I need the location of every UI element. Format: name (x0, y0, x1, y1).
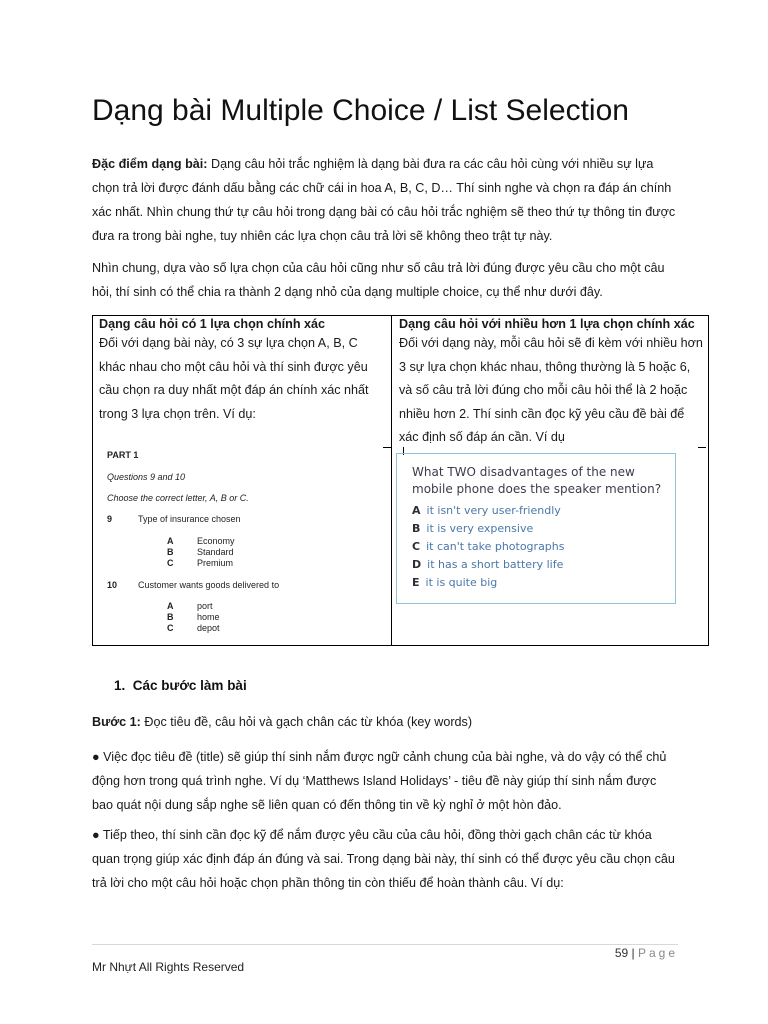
example-option-letter: C (167, 558, 174, 568)
example-option (412, 576, 497, 589)
example-option-letter: D (412, 558, 422, 571)
table-cell-heading: Dạng câu hỏi với nhiều hơn 1 lựa chọn chính xác (399, 317, 695, 331)
step-1-label: Bước 1: (92, 715, 141, 729)
section-title: Các bước làm bài (132, 678, 247, 693)
example-option-text: Economy (197, 536, 235, 546)
table-cell-multiple-answer (399, 316, 704, 450)
example-option (412, 522, 533, 535)
section-heading (114, 678, 247, 693)
example-question-number: 10 (107, 580, 118, 590)
example-option-text: Premium (197, 558, 234, 568)
example-option-text: it is very expensive (426, 522, 534, 535)
intro-text: Dạng câu hỏi trắc nghiệm là dạng bài đưa ra các câu hỏi cùng với nhiều sự lựa chọn trả lời được đánh dấu bằng các chữ cái in hoa A, B, C, D… Thí sinh nghe và chọn ra đáp án chính xác nhất. Nhìn chung thứ tự câu hỏi trong dạng bài có câu hỏi trắc nghiệm sẽ theo thứ tự thông tin được đưa ra trong bài nghe, tuy nhiên các lựa chọn câu trả lời sẽ không theo trật tự này. (92, 157, 676, 243)
example-option-letter: A (412, 504, 421, 517)
example-option-letter: E (412, 576, 420, 589)
example-question-image-left (101, 450, 381, 640)
section-number: 1. (114, 678, 126, 693)
bullet-keyword-tip: ● Tiếp theo, thí sinh cần đọc kỹ để nắm được yêu cầu của câu hỏi, đồng thời gạch chân các từ khóa quan trọng giúp xác định đáp án đúng và sai. Trong dạng bài này, thí sinh có thể được yêu cầu chọn câu trả lời cho một câu hỏi hoặc chọn phần thông tin còn thiếu để hoàn thành câu. Ví dụ: (92, 828, 675, 890)
intro-paragraph (92, 152, 678, 248)
step-1-text: Đọc tiêu đề, câu hỏi và gạch chân các từ khóa (key words) (140, 715, 473, 729)
table-crop-mark (383, 447, 391, 448)
example-option (412, 558, 563, 571)
example-questions-range: Questions 9 and 10 (107, 472, 186, 482)
example-instruction: Choose the correct letter, A, B or C. (107, 493, 249, 503)
example-option-text: it is quite big (425, 576, 498, 589)
example-question-image-right (396, 453, 676, 604)
footer-copyright: Mr Nhựt All Rights Reserved (92, 960, 245, 974)
table-cell-heading: Dạng câu hỏi có 1 lựa chọn chính xác (99, 317, 326, 331)
footer-divider (92, 944, 678, 945)
example-option-letter: B (412, 522, 421, 535)
example-question-text: Customer wants goods delivered to (138, 580, 280, 590)
example-option-letter: A (167, 536, 174, 546)
table-cell-text: Đối với dạng bài này, có 3 sự lựa chọn A, B, C khác nhau cho một câu hỏi và thí sinh được yêu cầu chọn ra duy nhất một đáp án chính xác nhất trong 3 lựa chọn trên. Ví dụ: (99, 336, 369, 421)
example-option (412, 504, 561, 517)
intro-label: Đặc điểm dạng bài: (92, 157, 208, 171)
example-option-letter: C (412, 540, 421, 553)
table-cell-text: Đối với dạng này, mỗi câu hỏi sẽ đi kèm với nhiều hơn 3 sự lựa chọn khác nhau, thông thường là 5 hoặc 6, và số câu trả lời đúng cho mỗi câu hỏi thể là 2 hoặc nhiều hơn 2. Thí sinh cần đọc kỹ yêu cầu đề bài để xác định số đáp án cần. Ví dụ (399, 336, 703, 444)
page-label: Page (637, 946, 678, 960)
page-number-separator: | (628, 946, 638, 960)
example-option-text: port (197, 601, 213, 611)
overview-paragraph: Nhìn chung, dựa vào số lựa chọn của câu hỏi cũng như số câu trả lời đúng được yêu cầu cho một câu hỏi, thí sinh có thể chia ra thành 2 dạng nhỏ của dạng multiple choice, cụ thể như dưới đây. (92, 261, 665, 299)
example-option-letter: C (167, 623, 174, 633)
page-number-value: 59 (614, 946, 629, 960)
table-cell-single-answer (99, 316, 383, 426)
example-option-text: home (197, 612, 220, 622)
example-option-text: depot (197, 623, 220, 633)
page-number (615, 946, 678, 960)
table-crop-mark (698, 447, 706, 448)
example-option (412, 540, 565, 553)
example-option-letter: B (167, 612, 174, 622)
page-title: Dạng bài Multiple Choice / List Selection (92, 94, 629, 127)
example-option-letter: A (167, 601, 174, 611)
example-part-heading: PART 1 (107, 450, 139, 460)
example-question-text: Type of insurance chosen (138, 514, 241, 524)
example-option-text: Standard (197, 547, 234, 557)
example-option-text: it has a short battery life (427, 558, 564, 571)
example-option-letter: B (167, 547, 174, 557)
example-option-text: it can't take photographs (426, 540, 565, 553)
example-question-number: 9 (107, 514, 113, 524)
bullet-title-tip: ● Việc đọc tiêu đề (title) sẽ giúp thí sinh nắm được ngữ cảnh chung của bài nghe, và do vậy có thể chủ động hơn trong quá trình nghe. Ví dụ ‘Matthews Island Holidays’ - tiêu đề này giúp thí sinh nắm được bao quát nội dung sắp nghe sẽ liên quan có đến thông tin về kỳ nghỉ ở một hòn đảo. (92, 750, 667, 812)
table-divider (391, 316, 392, 645)
step-1-paragraph (92, 710, 678, 734)
example-option-text: it isn't very user-friendly (426, 504, 561, 517)
example-question-text: What TWO disadvantages of the new mobile phone does the speaker mention? (412, 465, 662, 496)
